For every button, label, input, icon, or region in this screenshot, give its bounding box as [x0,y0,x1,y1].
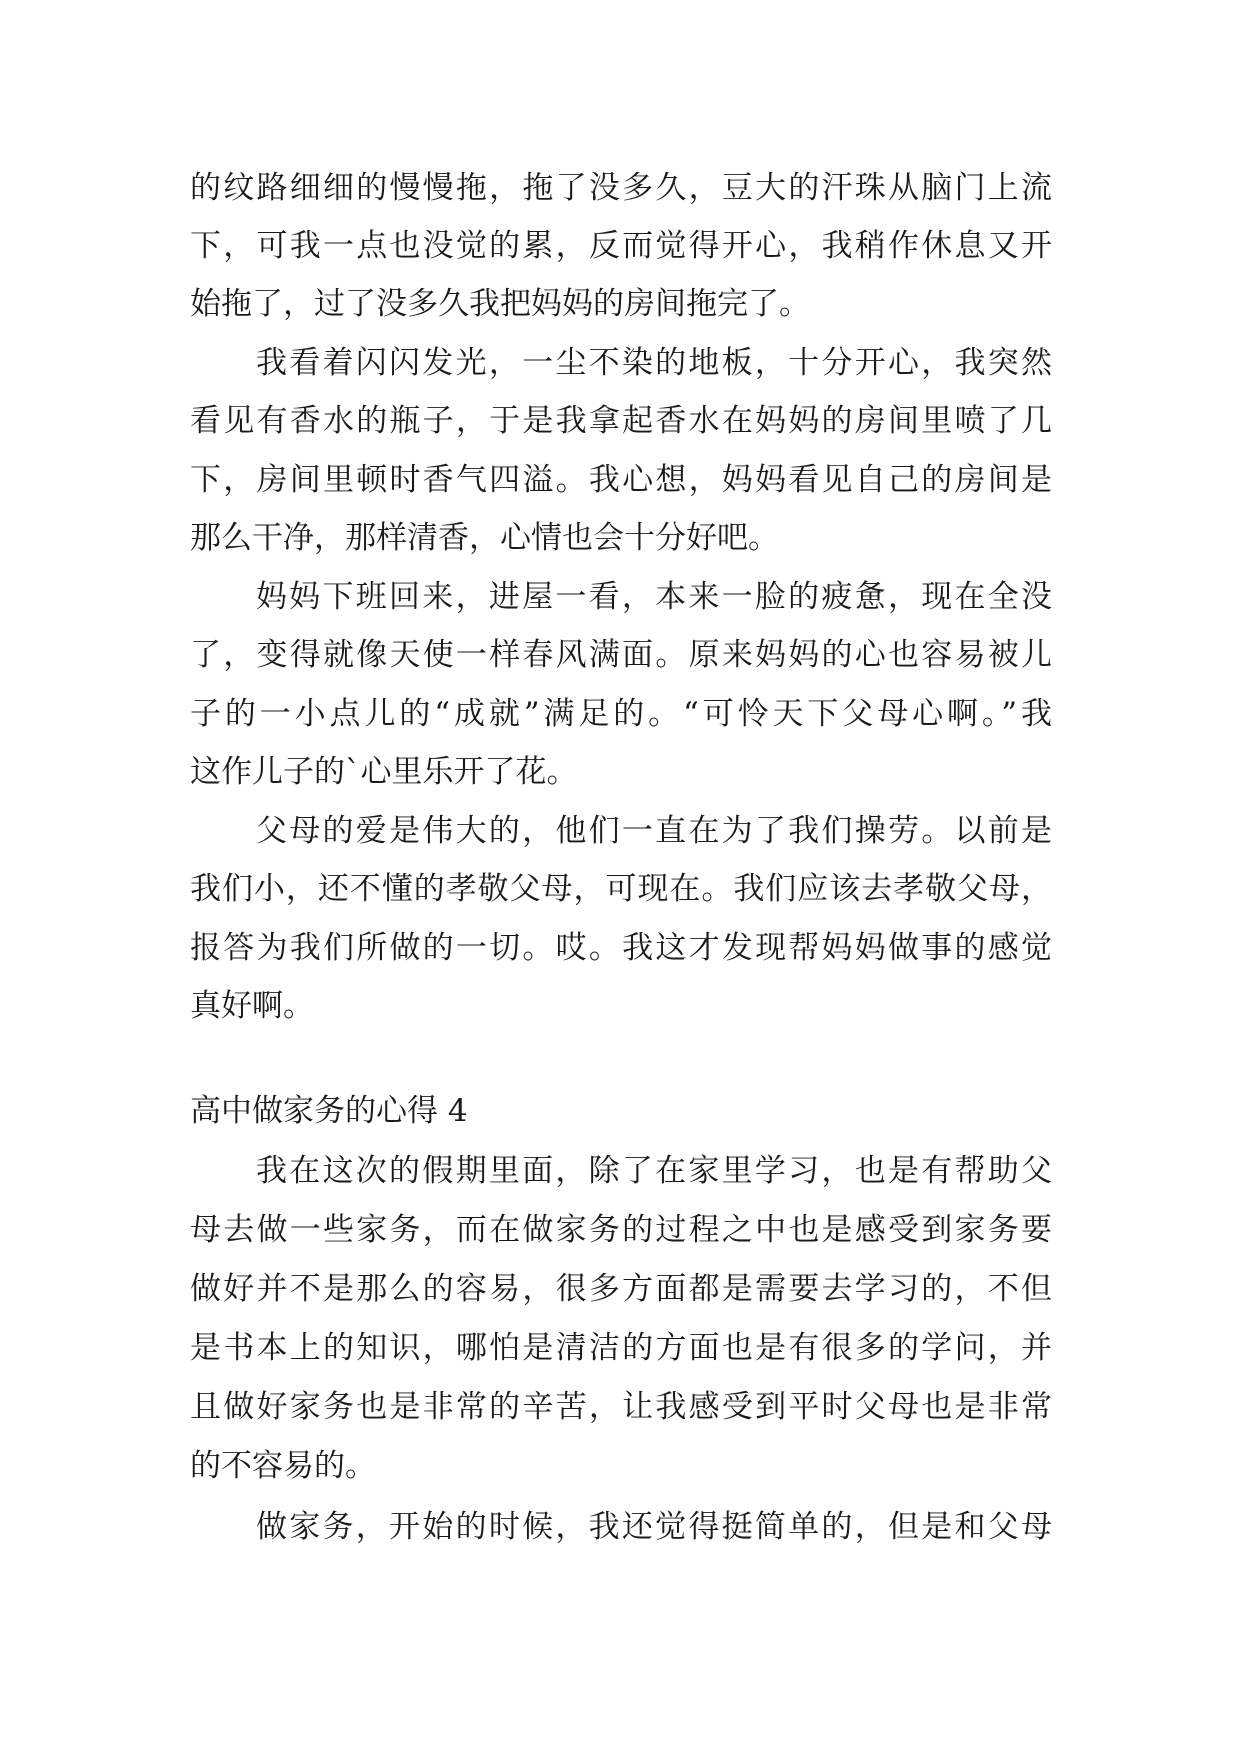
text-line: 下，可我一点也没觉的累，反而觉得开心，我稍作休息又开 [190,228,1052,264]
text-line: 做家务，开始的时候，我还觉得挺简单的，但是和父母 [256,1509,1052,1545]
text-line: 我看着闪闪发光，一尘不染的地板，十分开心，我突然 [256,345,1052,381]
text-line: 那么干净，那样清香，心情也会十分好吧。 [190,520,779,556]
text-line: 且做好家务也是非常的辛苦，让我感受到平时父母也是非常 [190,1389,1052,1425]
text-line: 这作儿子的`心里乐开了花。 [190,754,578,790]
text-line: 的纹路细细的慢慢拖，拖了没多久，豆大的汗珠从脑门上流 [190,170,1052,206]
text-line: 下，房间里顿时香气四溢。我心想，妈妈看见自己的房间是 [190,462,1052,498]
text-line: 我在这次的假期里面，除了在家里学习，也是有帮助父 [256,1153,1052,1189]
text-line: 做好并不是那么的容易，很多方面都是需要去学习的，不但 [190,1271,1052,1307]
text-line: 始拖了，过了没多久我把妈妈的房间拖完了。 [190,286,810,322]
text-line: 母去做一些家务，而在做家务的过程之中也是感受到家务要 [190,1212,1052,1248]
text-line: 子的一小点儿的“成就”满足的。“可怜天下父母心啊。”我 [190,696,1052,732]
section-heading: 高中做家务的心得 4 [190,1093,468,1129]
text-line: 了，变得就像天使一样春风满面。原来妈妈的心也容易被儿 [190,637,1052,673]
text-line: 妈妈下班回来，进屋一看，本来一脸的疲惫，现在全没 [256,579,1052,615]
text-line: 父母的爱是伟大的，他们一直在为了我们操劳。以前是 [256,813,1052,849]
text-line: 的不容易的。 [190,1448,376,1484]
text-line: 报答为我们所做的一切。哎。我这才发现帮妈妈做事的感觉 [190,930,1052,966]
text-line: 看见有香水的瓶子，于是我拿起香水在妈妈的房间里喷了几 [190,403,1052,439]
text-line: 我们小，还不懂的孝敬父母，可现在。我们应该去孝敬父母， [190,871,1052,907]
text-line: 真好啊。 [190,988,314,1024]
text-line: 是书本上的知识，哪怕是清洁的方面也是有很多的学问，并 [190,1330,1052,1366]
